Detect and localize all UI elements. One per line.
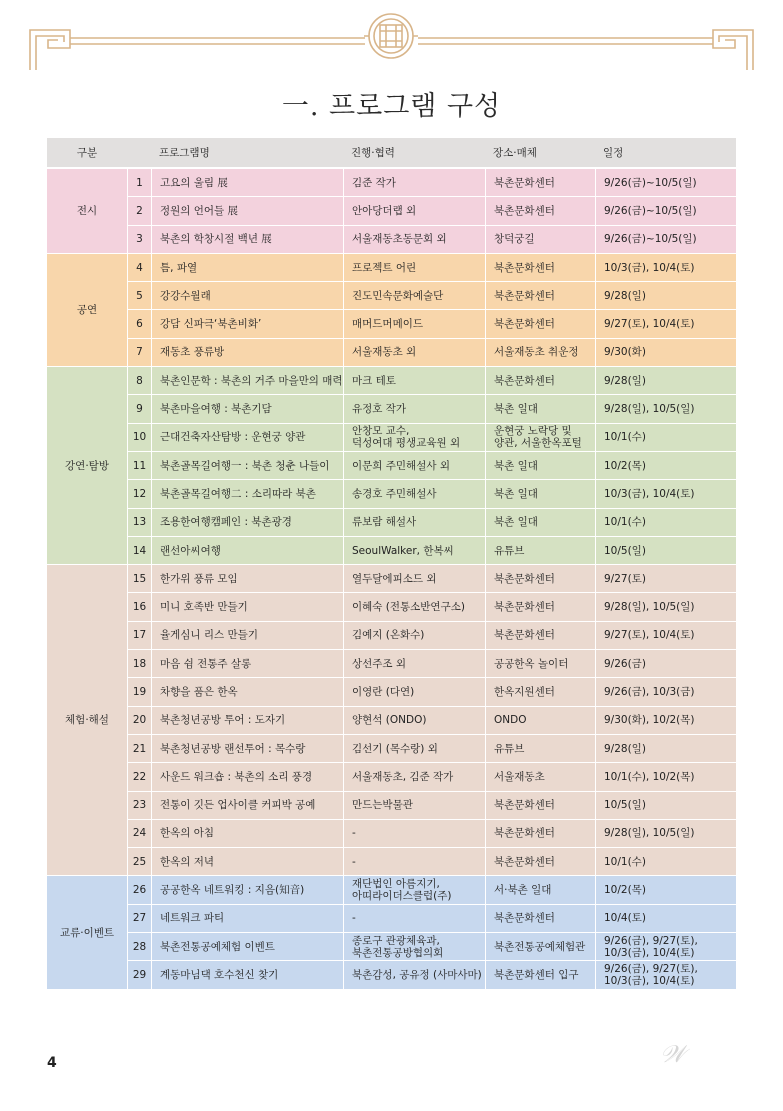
row-number: 19 xyxy=(127,678,151,706)
venue: 서울재동초 xyxy=(485,763,595,791)
header-schedule: 일정 xyxy=(595,138,736,169)
organizer: 서울재동초동문회 외 xyxy=(343,226,485,254)
table-row xyxy=(47,310,736,338)
table-row xyxy=(47,367,736,395)
venue: 북촌문화센터 xyxy=(485,254,595,282)
program-table xyxy=(47,138,736,990)
header-organizer: 진행·협력 xyxy=(343,138,485,169)
venue: 북촌 일대 xyxy=(485,509,595,537)
program-name: 전통이 깃든 업사이클 커피박 공예 xyxy=(151,792,343,820)
table-row xyxy=(47,707,736,735)
program-name: 네트워크 파티 xyxy=(151,905,343,933)
program-name: 틈, 파열 xyxy=(151,254,343,282)
schedule: 10/5(일) xyxy=(595,537,736,565)
category-cell: 강연·탐방 xyxy=(47,367,127,565)
row-number: 14 xyxy=(127,537,151,565)
organizer: 진도민속문화예술단 xyxy=(343,282,485,310)
program-name: 한옥의 저녁 xyxy=(151,848,343,876)
program-name: 고요의 울림 展 xyxy=(151,169,343,197)
category-cell: 공연 xyxy=(47,254,127,367)
row-number: 4 xyxy=(127,254,151,282)
organizer: 매머드머메이드 xyxy=(343,310,485,338)
schedule: 10/5(일) xyxy=(595,792,736,820)
organizer: 안창모 교수, 덕성여대 평생교육원 외 xyxy=(343,424,485,452)
venue: 서·북촌 일대 xyxy=(485,876,595,904)
table-row xyxy=(47,593,736,621)
organizer: 이혜숙 (전통소반연구소) xyxy=(343,593,485,621)
venue: 북촌문화센터 xyxy=(485,367,595,395)
row-number: 6 xyxy=(127,310,151,338)
schedule: 9/28(일) xyxy=(595,735,736,763)
organizer: 열두달에피소드 외 xyxy=(343,565,485,593)
venue: 북촌전통공예체험관 xyxy=(485,933,595,961)
table-row xyxy=(47,197,736,225)
schedule: 9/30(화), 10/2(목) xyxy=(595,707,736,735)
table-row xyxy=(47,395,736,423)
schedule: 9/27(토) xyxy=(595,565,736,593)
table-row xyxy=(47,792,736,820)
program-name: 랜선아씨여행 xyxy=(151,537,343,565)
schedule: 9/28(일), 10/5(일) xyxy=(595,820,736,848)
organizer: 서울재동초, 김준 작가 xyxy=(343,763,485,791)
table-row xyxy=(47,622,736,650)
program-name: 강담 신파극‘북촌비화’ xyxy=(151,310,343,338)
table-row xyxy=(47,933,736,961)
schedule: 9/26(금)~10/5(일) xyxy=(595,169,736,197)
schedule: 9/26(금), 9/27(토), 10/3(금), 10/4(토) xyxy=(595,933,736,961)
row-number: 16 xyxy=(127,593,151,621)
organizer: 서울재동초 외 xyxy=(343,339,485,367)
venue: 유튜브 xyxy=(485,537,595,565)
table-row xyxy=(47,678,736,706)
program-name: 북촌골목길여행一 : 북촌 청춘 나들이 xyxy=(151,452,343,480)
schedule: 9/26(금)~10/5(일) xyxy=(595,226,736,254)
table-row xyxy=(47,480,736,508)
venue: 북촌문화센터 xyxy=(485,792,595,820)
category-cell: 체험·해설 xyxy=(47,565,127,876)
program-name: 북촌의 학창시절 백년 展 xyxy=(151,226,343,254)
schedule: 9/26(금), 10/3(금) xyxy=(595,678,736,706)
row-number: 2 xyxy=(127,197,151,225)
table-header-row xyxy=(47,138,736,169)
program-name: 미니 호족반 만들기 xyxy=(151,593,343,621)
row-number: 15 xyxy=(127,565,151,593)
header-number xyxy=(127,138,151,169)
program-name: 사운드 워크숍 : 북촌의 소리 풍경 xyxy=(151,763,343,791)
venue: 공공한옥 놀이터 xyxy=(485,650,595,678)
venue: 북촌 일대 xyxy=(485,480,595,508)
table-row xyxy=(47,650,736,678)
program-name: 조용한여행캠페인 : 북촌광경 xyxy=(151,509,343,537)
venue: 창덕궁길 xyxy=(485,226,595,254)
venue: 유튜브 xyxy=(485,735,595,763)
row-number: 1 xyxy=(127,169,151,197)
table-row xyxy=(47,735,736,763)
venue: 서울재동초 취운정 xyxy=(485,339,595,367)
row-number: 10 xyxy=(127,424,151,452)
schedule: 9/26(금)~10/5(일) xyxy=(595,197,736,225)
venue: 북촌문화센터 xyxy=(485,622,595,650)
table-row xyxy=(47,905,736,933)
table-body xyxy=(47,169,736,990)
schedule: 9/28(일), 10/5(일) xyxy=(595,593,736,621)
venue: 북촌문화센터 xyxy=(485,169,595,197)
row-number: 9 xyxy=(127,395,151,423)
row-number: 7 xyxy=(127,339,151,367)
program-name: 정원의 언어들 展 xyxy=(151,197,343,225)
organizer: 북촌감성, 공유정 (사마사마) xyxy=(343,961,485,989)
table-row xyxy=(47,254,736,282)
program-name: 차향을 품은 한옥 xyxy=(151,678,343,706)
organizer: 이문희 주민해설사 외 xyxy=(343,452,485,480)
schedule: 9/27(토), 10/4(토) xyxy=(595,622,736,650)
row-number: 23 xyxy=(127,792,151,820)
organizer: 종로구 관광체육과, 북촌전통공방협의회 xyxy=(343,933,485,961)
program-name: 마음 쉼 전통주 살롱 xyxy=(151,650,343,678)
program-name: 북촌마을여행 : 북촌기담 xyxy=(151,395,343,423)
program-name: 북촌청년공방 랜선투어 : 목수랑 xyxy=(151,735,343,763)
watermark-logo: 𝒲 xyxy=(660,1040,686,1068)
table-row xyxy=(47,876,736,904)
program-name: 근대건축자산탐방 : 운현궁 양관 xyxy=(151,424,343,452)
organizer: 재단법인 아름지기, 아띠라이더스클럽(주) xyxy=(343,876,485,904)
venue: 북촌문화센터 xyxy=(485,593,595,621)
row-number: 12 xyxy=(127,480,151,508)
row-number: 5 xyxy=(127,282,151,310)
table-row xyxy=(47,339,736,367)
schedule: 10/3(금), 10/4(토) xyxy=(595,254,736,282)
organizer: SeoulWalker, 한복씨 xyxy=(343,537,485,565)
row-number: 8 xyxy=(127,367,151,395)
row-number: 18 xyxy=(127,650,151,678)
category-cell: 전시 xyxy=(47,169,127,254)
organizer: 류보람 해설사 xyxy=(343,509,485,537)
schedule: 10/1(수) xyxy=(595,848,736,876)
category-cell: 교류·이벤트 xyxy=(47,876,127,989)
row-number: 29 xyxy=(127,961,151,989)
header-venue: 장소·매체 xyxy=(485,138,595,169)
venue: 북촌문화센터 xyxy=(485,565,595,593)
program-name: 재동초 풍류방 xyxy=(151,339,343,367)
table-row xyxy=(47,169,736,197)
venue: 북촌문화센터 xyxy=(485,310,595,338)
organizer: 김예지 (온화수) xyxy=(343,622,485,650)
venue: 북촌 일대 xyxy=(485,395,595,423)
venue: ONDO xyxy=(485,707,595,735)
table-row xyxy=(47,226,736,254)
organizer: - xyxy=(343,848,485,876)
row-number: 27 xyxy=(127,905,151,933)
program-name: 율게심니 리스 만들기 xyxy=(151,622,343,650)
table-row xyxy=(47,961,736,989)
row-number: 11 xyxy=(127,452,151,480)
row-number: 17 xyxy=(127,622,151,650)
venue: 북촌문화센터 xyxy=(485,197,595,225)
organizer: 상선주조 외 xyxy=(343,650,485,678)
header-program: 프로그램명 xyxy=(151,138,343,169)
header-category: 구분 xyxy=(47,138,127,169)
page-title: 一. 프로그램 구성 xyxy=(281,91,502,122)
program-name: 강강수월래 xyxy=(151,282,343,310)
organizer: 마크 테토 xyxy=(343,367,485,395)
program-name: 한옥의 아침 xyxy=(151,820,343,848)
table-row xyxy=(47,282,736,310)
schedule: 10/1(수), 10/2(목) xyxy=(595,763,736,791)
row-number: 25 xyxy=(127,848,151,876)
row-number: 26 xyxy=(127,876,151,904)
program-name: 북촌전통공예체험 이벤트 xyxy=(151,933,343,961)
venue: 북촌문화센터 xyxy=(485,820,595,848)
organizer: 양현석 (ONDO) xyxy=(343,707,485,735)
row-number: 3 xyxy=(127,226,151,254)
venue: 북촌문화센터 xyxy=(485,905,595,933)
row-number: 28 xyxy=(127,933,151,961)
table-row xyxy=(47,763,736,791)
table-row xyxy=(47,452,736,480)
program-name: 북촌골목길여행二 : 소리따라 북촌 xyxy=(151,480,343,508)
venue: 북촌문화센터 입구 xyxy=(485,961,595,989)
page-number: 4 xyxy=(47,1055,57,1071)
venue: 한옥지원센터 xyxy=(485,678,595,706)
decorative-frame xyxy=(0,0,783,80)
row-number: 22 xyxy=(127,763,151,791)
schedule: 10/3(금), 10/4(토) xyxy=(595,480,736,508)
table-row xyxy=(47,565,736,593)
venue: 북촌 일대 xyxy=(485,452,595,480)
organizer: 이영란 (다연) xyxy=(343,678,485,706)
row-number: 13 xyxy=(127,509,151,537)
venue: 운현궁 노락당 및 양관, 서울한옥포털 xyxy=(485,424,595,452)
program-name: 공공한옥 네트워킹 : 지음(知音) xyxy=(151,876,343,904)
schedule: 9/30(화) xyxy=(595,339,736,367)
program-name: 북촌청년공방 투어 : 도자기 xyxy=(151,707,343,735)
schedule: 9/28(일) xyxy=(595,282,736,310)
table-row xyxy=(47,424,736,452)
schedule: 10/2(목) xyxy=(595,876,736,904)
schedule: 9/26(금) xyxy=(595,650,736,678)
schedule: 10/1(수) xyxy=(595,509,736,537)
organizer: 안아당더랩 외 xyxy=(343,197,485,225)
schedule: 10/2(목) xyxy=(595,452,736,480)
row-number: 20 xyxy=(127,707,151,735)
organizer: 만드는박물관 xyxy=(343,792,485,820)
venue: 북촌문화센터 xyxy=(485,848,595,876)
schedule: 10/1(수) xyxy=(595,424,736,452)
program-name: 북촌인문학 : 북촌의 거주 마을만의 매력 xyxy=(151,367,343,395)
organizer: - xyxy=(343,820,485,848)
organizer: 김선기 (목수랑) 외 xyxy=(343,735,485,763)
schedule: 9/26(금), 9/27(토), 10/3(금), 10/4(토) xyxy=(595,961,736,989)
table-row xyxy=(47,509,736,537)
organizer: 프로젝트 어린 xyxy=(343,254,485,282)
table-row xyxy=(47,820,736,848)
organizer: - xyxy=(343,905,485,933)
table-row xyxy=(47,537,736,565)
row-number: 24 xyxy=(127,820,151,848)
schedule: 9/27(토), 10/4(토) xyxy=(595,310,736,338)
organizer: 김준 작가 xyxy=(343,169,485,197)
organizer: 유정호 작가 xyxy=(343,395,485,423)
table-row xyxy=(47,848,736,876)
schedule: 9/28(일), 10/5(일) xyxy=(595,395,736,423)
venue: 북촌문화센터 xyxy=(485,282,595,310)
program-name: 계동마님댁 호수천신 찾기 xyxy=(151,961,343,989)
program-name: 한가위 풍류 모임 xyxy=(151,565,343,593)
row-number: 21 xyxy=(127,735,151,763)
schedule: 9/28(일) xyxy=(595,367,736,395)
organizer: 송경호 주민해설사 xyxy=(343,480,485,508)
schedule: 10/4(토) xyxy=(595,905,736,933)
